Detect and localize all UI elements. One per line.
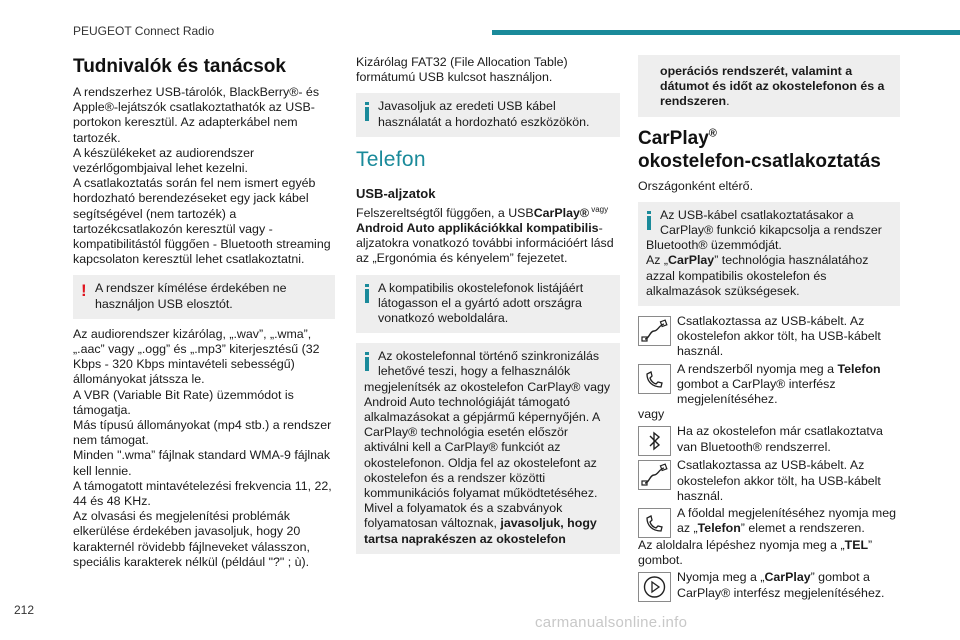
section-heading-phone: Telefon [356,147,426,171]
section-heading-carplay: CarPlay® okostelefon-csatlakoztatás [638,127,881,172]
step-connect-usb-2 [638,458,900,504]
column-2 [356,55,620,554]
step-text: Ha az okostelefon már csatlakoztatva van Bluetooth® rendszerrel. [677,424,883,454]
warning-icon: ! [81,281,87,301]
formats-paragraph: Az audiorendszer kizárólag, „.wav”, „.wma”, „.aac” vagy „.ogg” és „.mp3” kiterjesztésű (32 Kbps - 320 Kbps mintavételi sebességű) állományokat játssza le. [73,326,320,387]
step-text: Nyomja meg a „CarPlay” gombot a CarPlay® interfész megjelenítéséhez. [677,570,885,600]
step-text: A rendszerből nyomja meg a Telefon gombot a CarPlay® interfész megjelenítéséhez. [677,361,881,407]
step-press-telefon [638,362,900,408]
phone-handset-icon [638,508,671,538]
info-text-sync: Az okostelefonnal történő szinkronizálás lehetővé teszi, hogy a felhasználók megjelenítsék az okostelefon CarPlay® vagy Android Auto technológiáját támogató alkalmazásokat a gépjármű képernyőjén. A CarPlay® technológia esetén először aktiválni kell a CarPlay® funkciót az okostelefonon. Oldja fel az okostelefont az okostelefon és a rendszer közötti kommunikációs folyamat működtetéséhez. Mivel a folyamatok és a szabványok folyamatosan változnak, javasoljuk, hogy tartsa naprakészen az okostelefon [364,349,611,546]
info-text-usb-cable: Javasoljuk az eredeti USB kábel használatát a hordozható eszközökön. [378,99,590,129]
fat32-paragraph: Kizárólag FAT32 (File Allocation Table) formátumú USB kulcsot használjon. [356,55,568,85]
step-text: Csatlakoztassa az USB-kábelt. Az okostelefon akkor tölt, ha USB-kábelt használ. [677,314,881,359]
info-icon [647,211,651,230]
info-icon [365,284,369,303]
country-note: Országonként eltérő. [638,178,754,193]
step-connect-usb [638,314,900,360]
wma-paragraph: Minden ".wma” fájlnak standard WMA-9 fájlnak kell lennie. [73,448,331,478]
watermark: carmanualsonline.info [535,614,688,631]
vbr-paragraph: A VBR (Variable Bit Rate) üzemmódot is támogatja. [73,387,294,417]
continued-info-box [638,55,900,117]
info-box-carplay [638,202,900,306]
usb-cable-icon [638,316,671,346]
info-text-compatible-phones: A kompatibilis okostelefonok listájáért látogasson el a gyártó adott országra vonatkozó weboldalára. [378,280,584,326]
warning-text: A rendszer kímélése érdekében ne használjon USB elosztót. [95,281,287,311]
controls-paragraph: A készülékeket az audiorendszer vezérlőgombjaival lehet kezelni. [73,145,255,176]
or-separator: vagy [638,407,665,422]
info-box-usb-cable [356,93,620,136]
step-text: A főoldal megjelenítéséhez nyomja meg az „Telefon” elemet a rendszeren. [677,506,897,536]
intro-paragraph: A rendszerhez USB-tárolók, BlackBerry®- és Apple®-lejátszók csatlakoztathatók az USB-portokon keresztül. Az adapterkábel nem tartozék. [73,85,320,145]
carplay-icon [638,572,671,602]
phone-handset-icon [638,364,671,394]
step-main-page [638,506,900,538]
filename-advice-paragraph: Az olvasási és megjelenítési problémák elkerülése érdekében javasoljuk, hogy 20 karakternél rövidebb fájlneveket válasszon, speciális karakterek nélkül (például "?" ; ù). [73,509,310,569]
info-icon [365,102,369,121]
warning-box [73,275,335,318]
step-press-carplay [638,570,900,602]
usb-cable-icon [638,460,671,490]
header-title: PEUGEOT Connect Radio [73,24,215,38]
column-3 [638,55,900,602]
subheading-usb-sockets: USB-aljzatok [356,185,436,201]
step-bluetooth [638,424,900,456]
subpage-note: Az aloldalra lépéshez nyomja meg a „TEL” gombot. [638,538,873,568]
usb-sockets-paragraph: Felszereltségtől függően, a USBCarPlay® $^{vagy}$ Android Auto applikációkkal kompatibilis-aljzatokra vonatkozó további információért lásd az „Ergonómia és kényelem” fejezetet. [356,204,614,266]
column-1 [73,55,335,570]
page-number: 212 [14,603,35,617]
frequency-paragraph: A támogatott mintavételezési frekvencia 11, 22, 44 és 48 KHz. [73,478,332,509]
info-box-sync [356,343,620,554]
info-icon [365,352,369,371]
info-text-carplay: Az USB-kábel csatlakoztatásakor a CarPlay® funkció kikapcsolja a rendszer Bluetooth® üzemmódját. Az „CarPlay” technológia használatához azzal kompatibilis okostelefon és alkalmazások szükségesek. [646,207,882,298]
continued-info-text: operációs rendszerét, valamint a dátumot és időt az okostelefonon és a rendszeren. [660,64,885,109]
header-accent-bar [492,30,960,35]
info-box-compatible-phones [356,275,620,334]
connection-paragraph: A csatlakoztatás során fel nem ismert egyéb hordozható berendezéseket egy jack kábel segítségével (nem tartozék) a tartozékcsatlakozón keresztül vagy - kompatibilitástól függően - Bluetooth streaming kapcsolaton keresztül lehet csatlakoztatni. [73,176,331,267]
step-text: Csatlakoztassa az USB-kábelt. Az okostelefon akkor tölt, ha USB-kábelt használ. [677,458,881,503]
section-heading-tips: Tudnivalók és tanácsok [73,56,286,77]
unsupported-paragraph: Más típusú állományokat (mp4 stb.) a rendszer nem támogat. [73,418,332,448]
bluetooth-icon [638,426,671,456]
